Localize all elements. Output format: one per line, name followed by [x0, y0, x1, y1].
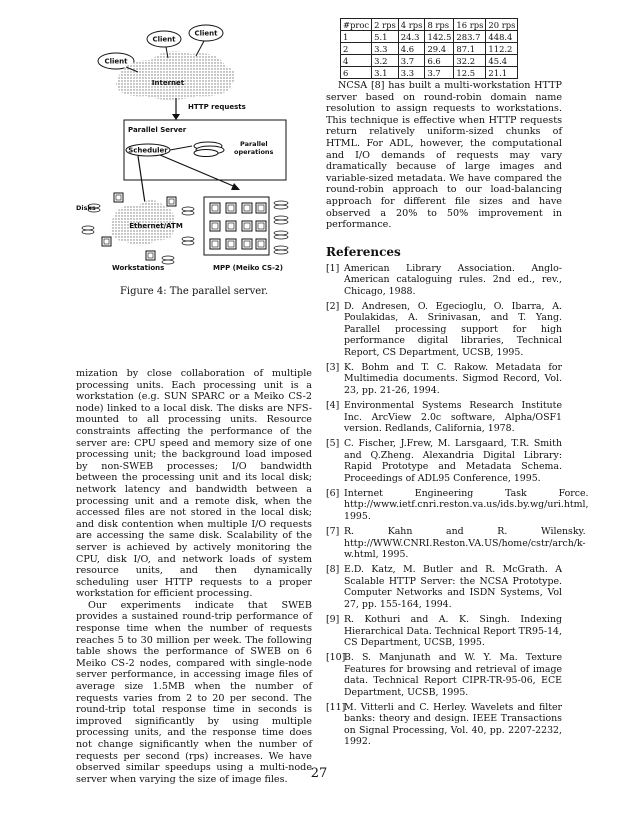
table-header: 4 rps — [398, 19, 425, 31]
ethernet-label: Ethernet/ATM — [129, 222, 183, 230]
reference-number: [5] — [326, 438, 340, 450]
table-cell: 21.1 — [486, 67, 518, 79]
table-cell: 32.2 — [454, 55, 486, 67]
parallel-server-label: Parallel Server — [128, 126, 187, 134]
client-label: Client — [194, 29, 218, 38]
http-requests-label: HTTP requests — [188, 103, 246, 111]
reference-item — [326, 362, 562, 396]
disks-label: Disks — [76, 204, 96, 212]
table-cell: 3.2 — [372, 55, 399, 67]
body-paragraph: NCSA [8] has built a multi-workstation HTTP server based on round-robin domain name resolution to assign requests to workstations. This technique is effective when HTTP requests return relatively uniform-sized chunks of HTML. For ADL, however, the computational and I/O demands of requests may vary dramatically because of large images and variable-sized metadata. We have compared the round-robin approach to our load-balancing approach for different file sizes and have observed a 20% to 50% improvement in performance. — [326, 80, 562, 231]
table-header: 16 rps — [454, 19, 486, 31]
table-cell: 283.7 — [454, 31, 486, 43]
disk-icon — [182, 241, 194, 245]
table-row — [341, 55, 518, 67]
reference-number: [4] — [326, 400, 340, 412]
reference-item — [326, 263, 562, 297]
reference-number: [2] — [326, 300, 340, 312]
references-heading: References — [326, 244, 401, 259]
reference-text: R. Kahn and R. Wilensky. http://WWW.CNRI.Reston.VA.US/home/cstr/arch/k-w.html, 1995. — [344, 526, 586, 561]
table-cell: 29.4 — [425, 43, 454, 55]
table-cell: 5.1 — [372, 31, 399, 43]
reference-text: R. Kothuri and A. K. Singh. Indexing Hierarchical Data. Technical Report TR95-14, CS Department, UCSB, 1995. — [344, 614, 562, 648]
table-row — [341, 67, 518, 79]
table-cell: 3.3 — [372, 43, 399, 55]
reference-item — [326, 652, 562, 698]
mpp-disks — [274, 201, 288, 254]
table-header: #proc — [341, 19, 372, 31]
reference-number: [7] — [326, 526, 340, 538]
client-label: Client — [104, 57, 128, 66]
body-paragraph: mization by close collaboration of multiple processing units. Each processing unit is a workstation (e.g. SUN SPARC or a Meiko CS-2 node) linked to a local disk. The disks are NFS-mounted to all processing units. Resource constraints affecting the performance of the server are: CPU speed and memory size of one processing unit; the background load imposed by non-SWEB processes; I/O bandwidth between the processing unit and its local disk; network latency and bandwidth between a processing unit and a remote disk, when the accessed files are not stored in the local disk; and disk contention when multiple I/O requests are accessing the same disk. Scalability of the server is achieved by actively monitoring the CPU, disk I/O, and network loads of system resource units, and then dynamically scheduling user HTTP requests to a proper workstation for efficient processing. — [76, 368, 312, 600]
table-cell: 4 — [341, 55, 372, 67]
table-header: 2 rps — [372, 19, 399, 31]
reference-item — [326, 526, 586, 561]
reference-item — [326, 702, 562, 748]
reference-number: [11] — [326, 701, 346, 713]
reference-text: C. Fischer, J.Frew, M. Larsgaard, T.R. Smith and Q.Zheng. Alexandria Digital Library: Rapid Prototype and Metadata Schema. Proceedings of ADL95 Conference, 1995. — [344, 438, 562, 484]
table-cell: 142.5 — [425, 31, 454, 43]
table-cell: 45.4 — [486, 55, 518, 67]
reference-text: D. Andresen, O. Egecioglu, O. Ibarra, A. Poulakidas, A. Srinivasan, and T. Yang. Parallel processing support for high performance digital libraries, Technical Report, CS Department, UCSB, 1995. — [344, 300, 562, 358]
parallel-server-figure — [76, 14, 312, 282]
reference-text: K. Bohm and T. C. Rakow. Metadata for Multimedia documents. Sigmod Record, Vol. 23, pp. 21-26, 1994. — [344, 361, 562, 396]
right-column — [326, 80, 589, 752]
client-label: Client — [152, 35, 176, 44]
arrow-head — [172, 114, 180, 120]
scheduler-label: Scheduler — [128, 146, 168, 155]
reference-list — [326, 262, 589, 748]
table-cell: 112.2 — [486, 43, 518, 55]
table-cell: 3.1 — [372, 67, 399, 79]
table-row — [341, 31, 518, 43]
reference-item — [326, 488, 589, 522]
reference-number: [6] — [326, 488, 340, 500]
reference-number: [10] — [326, 652, 346, 664]
internet-cloud — [116, 51, 235, 100]
reference-item — [326, 400, 562, 434]
reference-number: [1] — [326, 262, 340, 274]
reference-text: B. S. Manjunath and W. Y. Ma. Texture Features for browsing and retrieval of image data. Technical Report CIPR-TR-95-06, ECE Department, UCSB, 1995. — [344, 652, 562, 698]
reference-number: [9] — [326, 614, 340, 626]
disk-icon — [162, 256, 174, 260]
mpp-label: MPP (Meiko CS-2) — [213, 264, 283, 272]
reference-number: [8] — [326, 564, 340, 576]
table-cell: 12.5 — [454, 67, 486, 79]
reference-text: Internet Engineering Task Force. http://www.ietf.cnri.reston.va.us/ids.by.wg/uri.html, 1995. — [344, 488, 589, 522]
table-cell: 1 — [341, 31, 372, 43]
performance-table — [340, 18, 518, 79]
table-cell: 6 — [341, 67, 372, 79]
arrow-head — [231, 183, 240, 190]
table-cell: 4.6 — [398, 43, 425, 55]
figure-caption: Figure 4: The parallel server. — [119, 286, 269, 297]
table-header: 8 rps — [425, 19, 454, 31]
disk-icon — [82, 226, 94, 230]
page-number: 27 — [310, 766, 328, 781]
reference-text: Environmental Systems Research Institute Inc. ArcView 2.0c software, Alpha/OSF1 version. Redlands, California, 1978. — [344, 400, 562, 434]
table-header-row — [341, 19, 518, 31]
table-cell: 2 — [341, 43, 372, 55]
table-cell: 448.4 — [486, 31, 518, 43]
reference-text: American Library Association. Anglo-American cataloguing rules. 2nd ed., rev., Chicago, 1988. — [344, 262, 562, 297]
disk-icon — [182, 211, 194, 215]
disk-icon — [82, 230, 94, 234]
table-cell: 87.1 — [454, 43, 486, 55]
table-cell: 6.6 — [425, 55, 454, 67]
disk-icon — [182, 207, 194, 211]
reference-number: [3] — [326, 361, 340, 373]
parallel-server-diagram — [76, 14, 312, 282]
reference-text: E.D. Katz, M. Butler and R. McGrath. A Scalable HTTP Server: the NCSA Prototype. Computer Networks and ISDN Systems, Vol 27, pp. 155-164, 1994. — [344, 564, 562, 610]
table-header: 20 rps — [486, 19, 518, 31]
table-cell: 3.7 — [398, 55, 425, 67]
parallel-operations-label: Parallel — [240, 140, 268, 148]
reference-item — [326, 614, 562, 648]
workstations-label: Workstations — [112, 264, 165, 272]
left-column — [76, 368, 312, 785]
table-cell: 3.7 — [425, 67, 454, 79]
operation-ring — [194, 150, 218, 157]
reference-item — [326, 301, 562, 358]
table-cell: 3.3 — [398, 67, 425, 79]
table-cell: 24.3 — [398, 31, 425, 43]
parallel-operations-label: operations — [234, 148, 274, 156]
table-row — [341, 43, 518, 55]
reference-item — [326, 564, 562, 610]
reference-text: M. Vitterli and C. Herley. Wavelets and filter banks: theory and design. IEEE Transactions on Signal Processing, Vol. 40, pp. 2207-2232, 1992. — [344, 701, 562, 748]
internet-label: Internet — [151, 79, 185, 87]
disk-icon — [182, 237, 194, 241]
body-paragraph: Our experiments indicate that SWEB provides a sustained round-trip performance of response time when the number of requests reaches 5 to 30 million per week. The following table shows the performance of SWEB on 6 Meiko CS-2 nodes, compared with single-node server performance, in accessing image files of average size 1.5MB when the number of requests varies from 2 to 20 per second. The round-trip total response time in seconds is improved significantly by using multiple processing units, and the response time does not change significantly when the number of requests per second (rps) increases. We have observed similar speedups using a multi-node server when varying the size of image files. — [76, 599, 312, 785]
reference-item — [326, 438, 562, 484]
